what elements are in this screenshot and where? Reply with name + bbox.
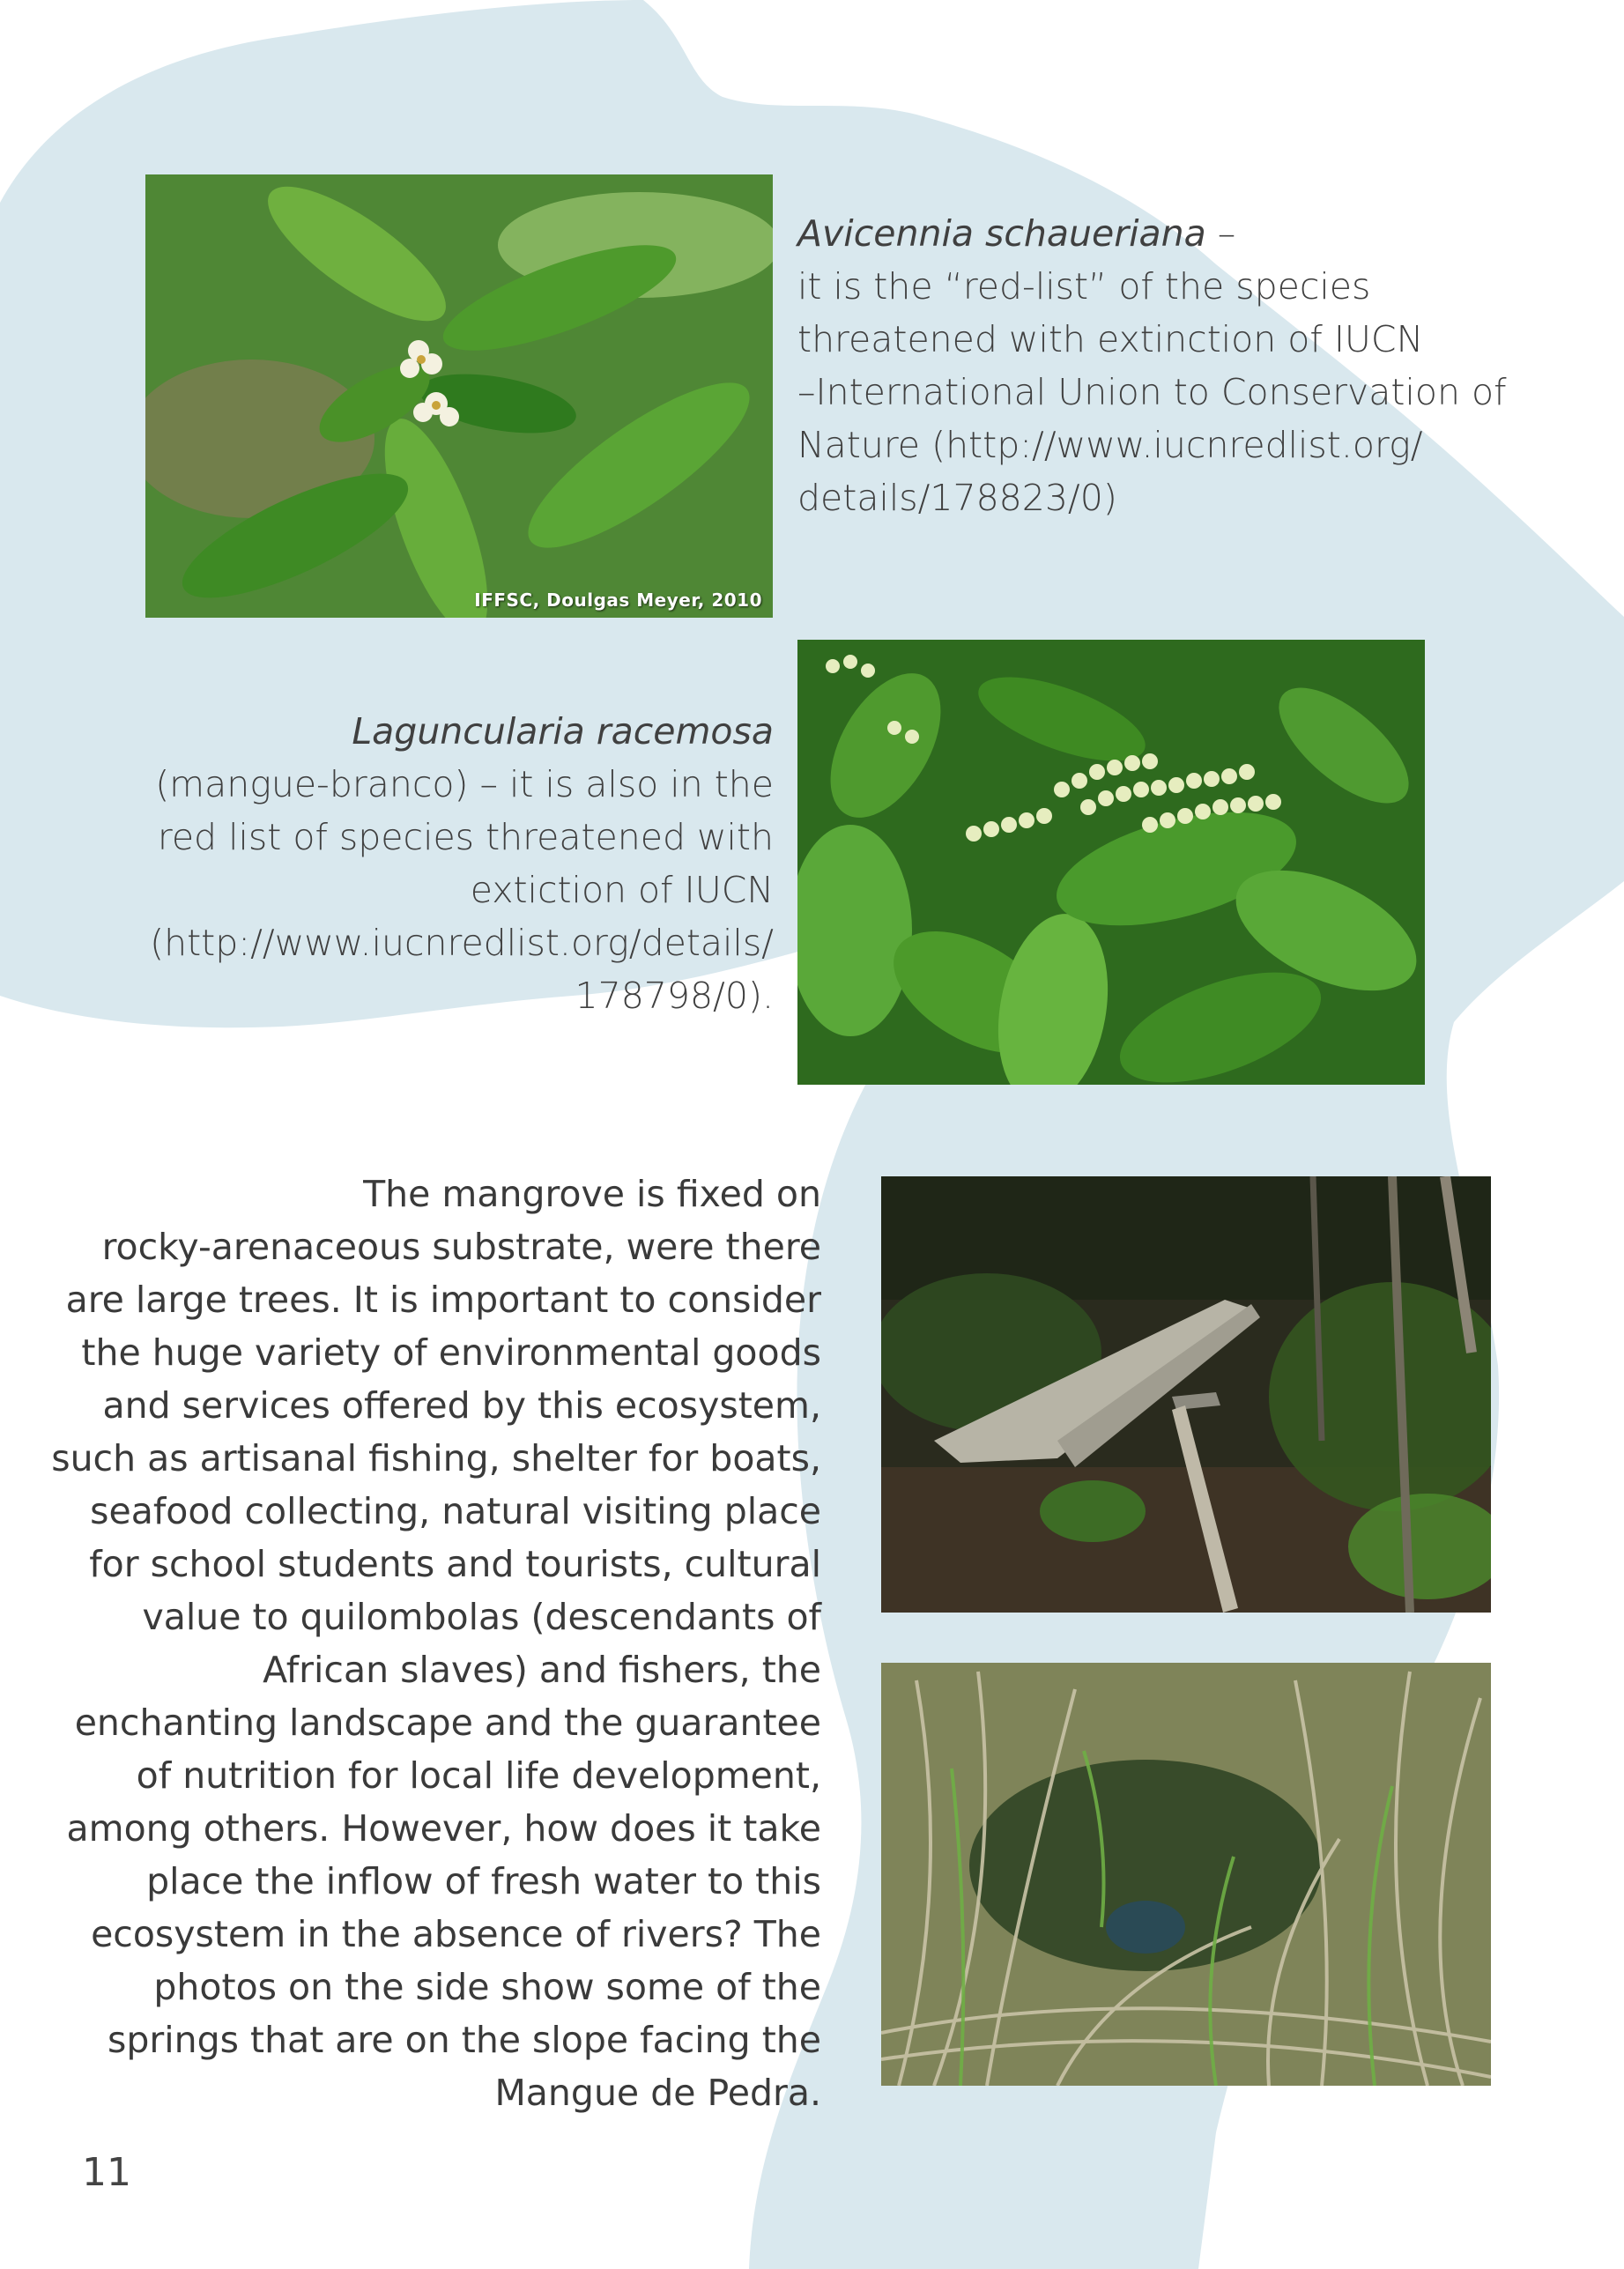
- caption-line: it is the “red-list” of the species: [797, 265, 1371, 308]
- species-name: Laguncularia racemosa: [352, 710, 774, 753]
- paragraph-line: are large trees. It is important to consider: [65, 1279, 821, 1321]
- footbridge-photo: [881, 1176, 1491, 1613]
- paragraph-line: The mangrove is fixed on: [363, 1173, 821, 1215]
- paragraph-line: ecosystem in the absence of rivers? The: [91, 1913, 821, 1955]
- paragraph-line: springs that are on the slope facing the: [107, 2019, 821, 2061]
- caption-line: red list of species threatened with: [157, 816, 774, 858]
- caption-line: details/178823/0): [797, 477, 1117, 519]
- paragraph-line: enchanting landscape and the guarantee: [74, 1702, 821, 1744]
- caption-line: –: [1205, 212, 1236, 255]
- paragraph-line: such as artisanal fishing, shelter for boats,: [51, 1437, 821, 1479]
- caption-line: threatened with extinction of IUCN: [797, 318, 1424, 360]
- paragraph-line: and services offered by this ecosystem,: [102, 1384, 821, 1427]
- caption-line: (mangue-branco) – it is also in the: [155, 763, 774, 805]
- paragraph-line: value to quilombolas (descendants of: [142, 1596, 821, 1638]
- paragraph-line: photos on the side show some of the: [153, 1966, 821, 2008]
- paragraph-line: for school students and tourists, cultural: [89, 1543, 821, 1585]
- photo-credit: IFFSC, Doulgas Meyer, 2010: [474, 589, 762, 611]
- laguncularia-photo: [797, 640, 1425, 1085]
- spring-grass-photo: [881, 1663, 1491, 2086]
- avicennia-caption: [797, 207, 1507, 524]
- paragraph-line: seafood collecting, natural visiting place: [90, 1490, 821, 1532]
- paragraph-line: the huge variety of environmental goods: [81, 1331, 821, 1374]
- paragraph-line: of nutrition for local life development,: [136, 1754, 821, 1797]
- caption-line: Nature (http://www.iucnredlist.org/: [797, 424, 1423, 466]
- laguncularia-caption: [150, 705, 774, 1022]
- paragraph-line: African slaves) and fishers, the: [263, 1649, 821, 1691]
- paragraph-line: among others. However, how does it take: [66, 1807, 821, 1850]
- page-number: 11: [82, 2150, 131, 2195]
- caption-line: 178798/0).: [575, 975, 774, 1017]
- caption-line: –International Union to Conservation of: [797, 371, 1507, 413]
- paragraph-line: rocky-arenaceous substrate, were there: [101, 1226, 821, 1268]
- paragraph-line: Mangue de Pedra.: [494, 2072, 821, 2114]
- avicennia-photo: [145, 174, 773, 618]
- paragraph-line: place the inflow of fresh water to this: [146, 1860, 821, 1902]
- species-name: Avicennia schaueriana: [797, 212, 1206, 255]
- caption-line: (http://www.iucnredlist.org/details/: [150, 922, 774, 964]
- caption-line: extiction of IUCN: [470, 869, 774, 911]
- body-paragraph: [51, 1168, 821, 2119]
